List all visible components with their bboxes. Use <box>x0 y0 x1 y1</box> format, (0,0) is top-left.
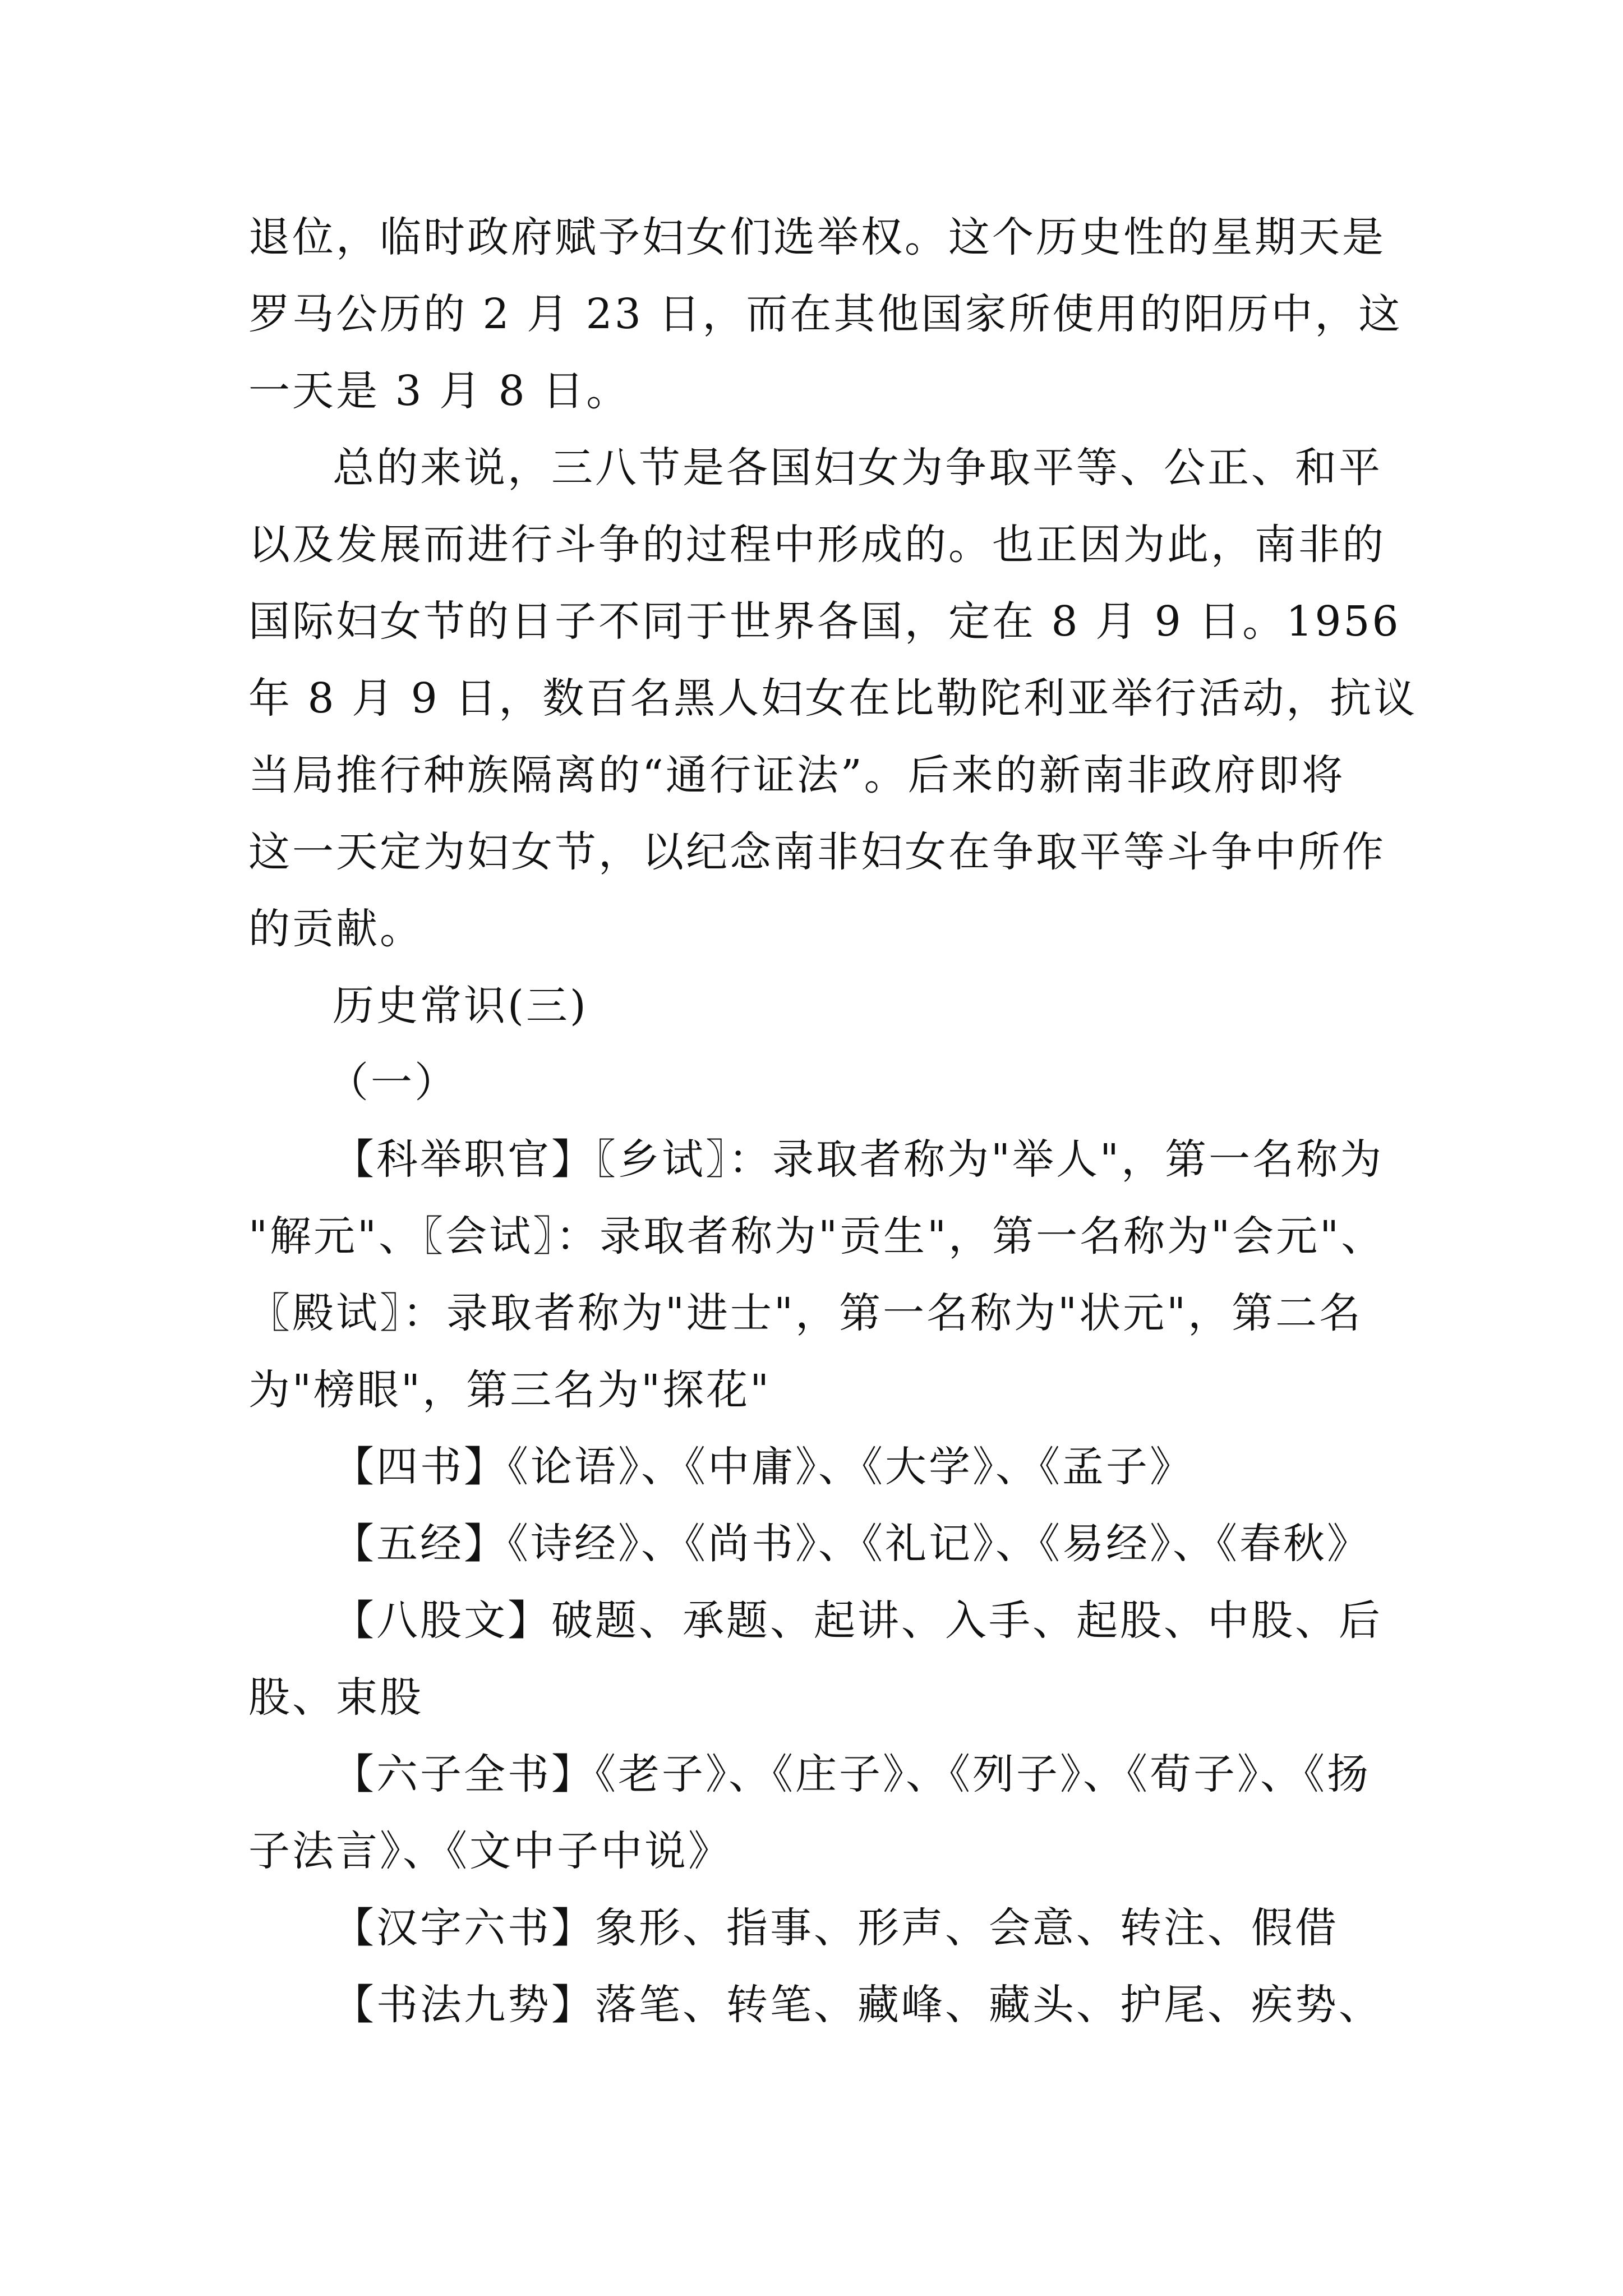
document-body <box>248 199 1418 2044</box>
text-line: 一天是 3 月 8 日。 <box>248 367 630 415</box>
paragraph-start-line: 【汉字六书】象形、指事、形声、会意、转注、假借 <box>333 1904 1339 1952</box>
text-line: 退位，临时政府赋予妇女们选举权。这个历史性的星期天是 <box>248 213 1386 261</box>
text-line: 股、束股 <box>248 1673 423 1722</box>
section-heading: 历史常识(三) <box>333 982 588 1030</box>
text-line: 罗马公历的 2 月 23 日，而在其他国家所使用的阳历中，这 <box>248 290 1403 338</box>
text-line: 以及发展而进行斗争的过程中形成的。也正因为此，南非的 <box>248 521 1386 569</box>
paragraph-start-line: 总的来说，三八节是各国妇女为争取平等、公正、和平 <box>333 444 1382 492</box>
paragraph-start-line: 【书法九势】落笔、转笔、藏峰、藏头、护尾、疾势、 <box>333 1981 1382 2029</box>
paragraph-start-line: 【八股文】破题、承题、起讲、入手、起股、中股、后 <box>333 1596 1382 1645</box>
text-line: 的贡献。 <box>248 905 423 953</box>
paragraph-start-line: 【四书】《论语》、《中庸》、《大学》、《孟子》 <box>333 1443 1193 1491</box>
text-line: "解元"、〖会试〗：录取者称为"贡生"，第一名称为"会元"、 <box>248 1212 1385 1260</box>
text-line: 年 8 月 9 日，数百名黑人妇女在比勒陀利亚举行活动，抗议 <box>248 674 1418 723</box>
subsection-heading: （一） <box>327 1059 458 1107</box>
paragraph-start-line: 【六子全书】《老子》、《庄子》、《列子》、《荀子》、《扬 <box>333 1750 1371 1798</box>
text-line: 当局推行种族隔离的“通行证法”。后来的新南非政府即将 <box>248 751 1345 799</box>
text-line: 子法言》、《文中子中说》 <box>248 1827 732 1875</box>
paragraph-start-line: 【五经】《诗经》、《尚书》、《礼记》、《易经》、《春秋》 <box>333 1520 1371 1568</box>
text-line: 这一天定为妇女节，以纪念南非妇女在争取平等斗争中所作 <box>248 828 1386 876</box>
text-line: 〖殿试〗：录取者称为"进士"，第一名称为"状元"，第二名 <box>248 1289 1363 1337</box>
paragraph-start-line: 【科举职官】〖乡试〗：录取者称为"举人"，第一名称为 <box>333 1135 1384 1184</box>
text-line: 为"榜眼"，第三名为"探花" <box>248 1366 772 1414</box>
text-line: 国际妇女节的日子不同于世界各国，定在 8 月 9 日。1956 <box>248 597 1401 646</box>
